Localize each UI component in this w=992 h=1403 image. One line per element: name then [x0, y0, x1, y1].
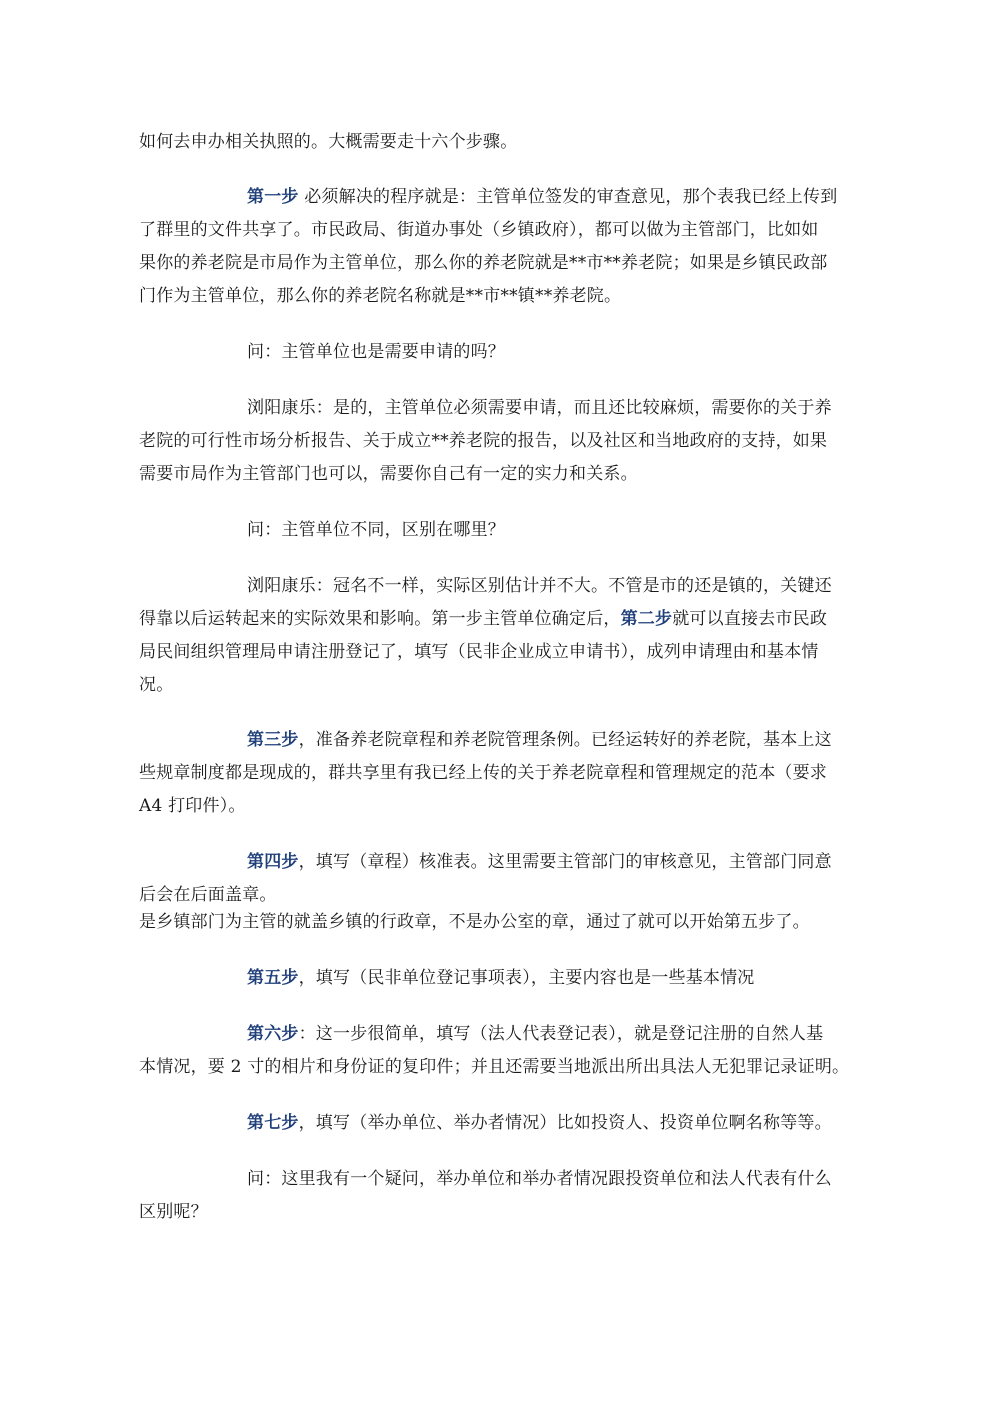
- step1-line1: [247, 186, 837, 208]
- step1-line3: 果你的养老院是市局作为主管单位，那么你的养老院就是**市**养老院；如果是乡镇民政部: [139, 253, 828, 273]
- answer2-text2: 得靠以后运转起来的实际效果和影响。第一步主管单位确定后，: [139, 609, 621, 629]
- step1-label: 第一步: [247, 187, 299, 207]
- step5-text1: ，填写（民非单位登记事项表），主要内容也是一些基本情况: [298, 968, 755, 988]
- step3-label: 第三步: [247, 730, 299, 750]
- step3-text1: ，准备养老院章程和养老院管理条例。已经运转好的养老院，基本上这: [298, 730, 832, 750]
- answer1-line1: 浏阳康乐：是的，主管单位必须需要申请，而且还比较麻烦，需要你的关于养: [247, 398, 832, 418]
- step4-text1: ，填写（章程）核准表。这里需要主管部门的审核意见，主管部门同意: [298, 852, 832, 872]
- answer2-text2-tail: 就可以直接去市民政: [672, 609, 828, 629]
- step1-line2: 了群里的文件共享了。市民政局、街道办事处（乡镇政府），都可以做为主管部门，比如如: [139, 220, 819, 240]
- question-1: 问：主管单位也是需要申请的吗？: [247, 342, 505, 362]
- answer2-line2: [139, 608, 827, 630]
- step6-text1: ：这一步很简单，填写（法人代表登记表），就是登记注册的自然人基: [298, 1024, 824, 1044]
- step4-line2: 后会在后面盖章。: [139, 885, 277, 905]
- step1-line4: 门作为主管单位，那么你的养老院名称就是**市**镇**养老院。: [139, 286, 622, 306]
- step2-label: 第二步: [620, 609, 673, 629]
- answer1-line2: 老院的可行性市场分析报告、关于成立**养老院的报告，以及社区和当地政府的支持，如果: [139, 431, 828, 451]
- step1-text1: 必须解决的程序就是：主管单位签发的审查意见，那个表我已经上传到: [298, 187, 838, 207]
- answer2-line1: 浏阳康乐：冠名不一样，实际区别估计并不大。不管是市的还是镇的，关键还: [247, 576, 832, 596]
- question-3-line1: 问：这里我有一个疑问，举办单位和举办者情况跟投资单位和法人代表有什么: [247, 1169, 832, 1189]
- step6-line1: [247, 1023, 823, 1045]
- question-3-line2: 区别呢？: [139, 1202, 208, 1222]
- step6-label: 第六步: [247, 1024, 299, 1044]
- answer2-line3: 局民间组织管理局申请注册登记了，填写（民非企业成立申请书），成列申请理由和基本情: [139, 642, 819, 662]
- step6-line2: 本情况，要 2 寸的相片和身份证的复印件；并且还需要当地派出所出具法人无犯罪记录证明。: [139, 1057, 850, 1077]
- step7-text1: ，填写（举办单位、举办者情况）比如投资人、投资单位啊名称等等。: [298, 1113, 832, 1133]
- step7-line1: [247, 1112, 832, 1134]
- step4-line1: [247, 851, 832, 873]
- answer1-line3: 需要市局作为主管部门也可以，需要你自己有一定的实力和关系。: [139, 464, 638, 484]
- step3-line1: [247, 729, 832, 751]
- step3-line3: A4 打印件）。: [139, 796, 246, 816]
- question-2: 问：主管单位不同，区别在哪里？: [247, 520, 505, 540]
- step4-line3: 是乡镇部门为主管的就盖乡镇的行政章，不是办公室的章，通过了就可以开始第五步了。: [139, 912, 810, 932]
- intro-line: 如何去申办相关执照的。大概需要走十六个步骤。: [139, 132, 518, 152]
- step3-line2: 些规章制度都是现成的，群共享里有我已经上传的关于养老院章程和管理规定的范本（要求: [139, 763, 827, 783]
- step7-label: 第七步: [247, 1113, 299, 1133]
- answer2-line4: 况。: [139, 675, 174, 695]
- step5-label: 第五步: [247, 968, 299, 988]
- step4-label: 第四步: [247, 852, 299, 872]
- step5-line1: [247, 967, 755, 989]
